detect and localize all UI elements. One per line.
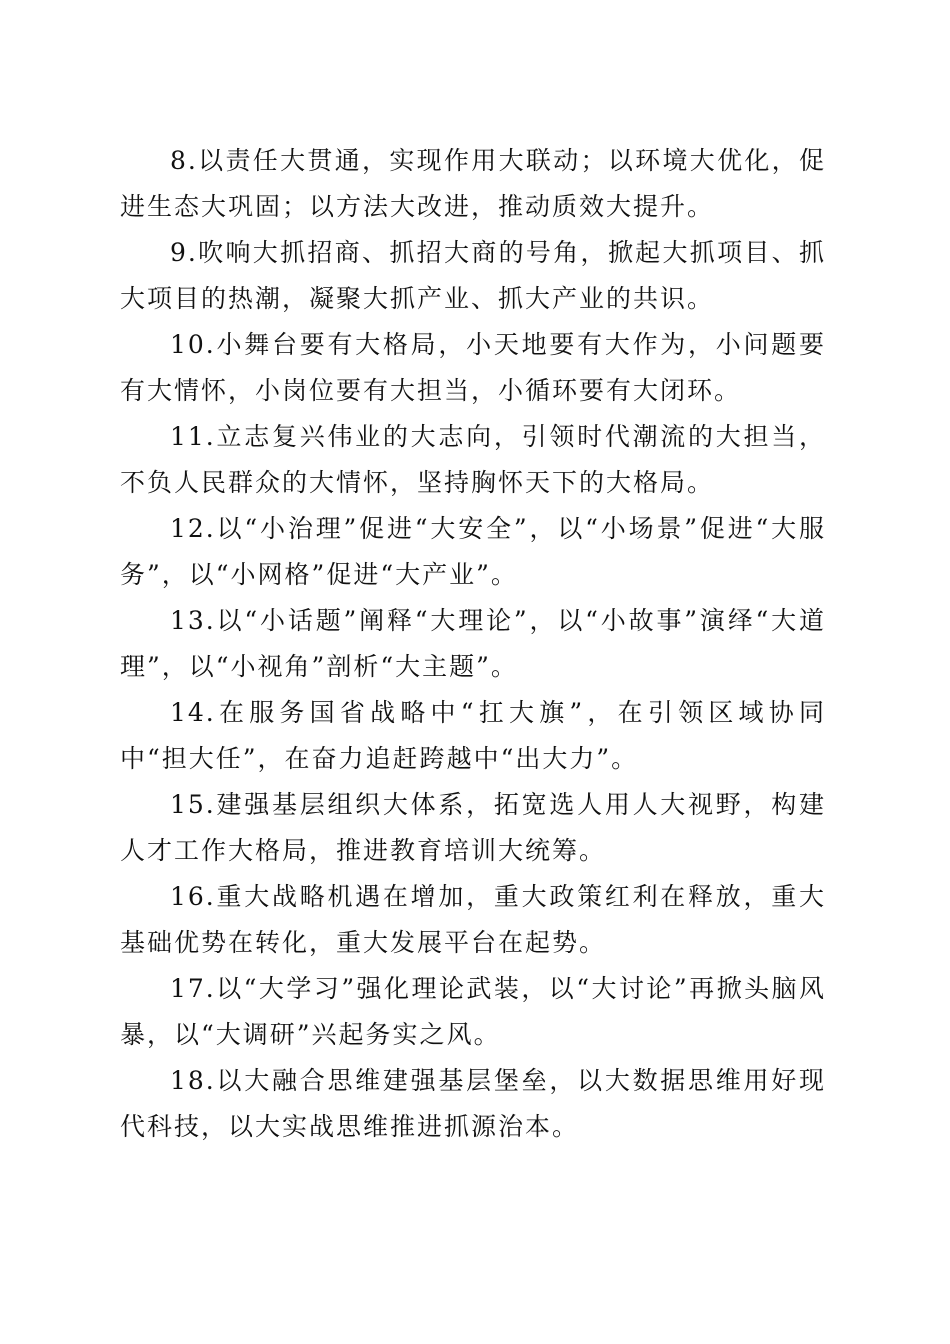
paragraph-17: 17.以“大学习”强化理论武装，以“大讨论”再掀头脑风暴，以“大调研”兴起务实之风。 xyxy=(120,974,826,1049)
paragraph-9: 9.吹响大抓招商、抓招大商的号角，掀起大抓项目、抓大项目的热潮，凝聚大抓产业、抓大产业的共识。 xyxy=(120,238,826,313)
document-body xyxy=(120,138,826,1150)
paragraph-18: 18.以大融合思维建强基层堡垒，以大数据思维用好现代科技，以大实战思维推进抓源治本。 xyxy=(120,1066,826,1141)
paragraph-14: 14.在服务国省战略中“扛大旗”，在引领区域协同中“担大任”，在奋力追赶跨越中“出大力”。 xyxy=(120,698,826,773)
paragraph-13: 13.以“小话题”阐释“大理论”，以“小故事”演绎“大道理”，以“小视角”剖析“大主题”。 xyxy=(120,606,826,681)
paragraph-10: 10.小舞台要有大格局，小天地要有大作为，小问题要有大情怀，小岗位要有大担当，小循环要有大闭环。 xyxy=(120,330,826,405)
paragraph-12: 12.以“小治理”促进“大安全”，以“小场景”促进“大服务”，以“小网格”促进“大产业”。 xyxy=(120,514,826,589)
paragraph-15: 15.建强基层组织大体系，拓宽选人用人大视野，构建人才工作大格局，推进教育培训大统筹。 xyxy=(120,790,826,865)
paragraph-11: 11.立志复兴伟业的大志向，引领时代潮流的大担当，不负人民群众的大情怀，坚持胸怀天下的大格局。 xyxy=(120,422,826,497)
paragraph-8: 8.以责任大贯通，实现作用大联动；以环境大优化，促进生态大巩固；以方法大改进，推动质效大提升。 xyxy=(120,146,826,221)
paragraph-16: 16.重大战略机遇在增加，重大政策红利在释放，重大基础优势在转化，重大发展平台在起势。 xyxy=(120,882,826,957)
